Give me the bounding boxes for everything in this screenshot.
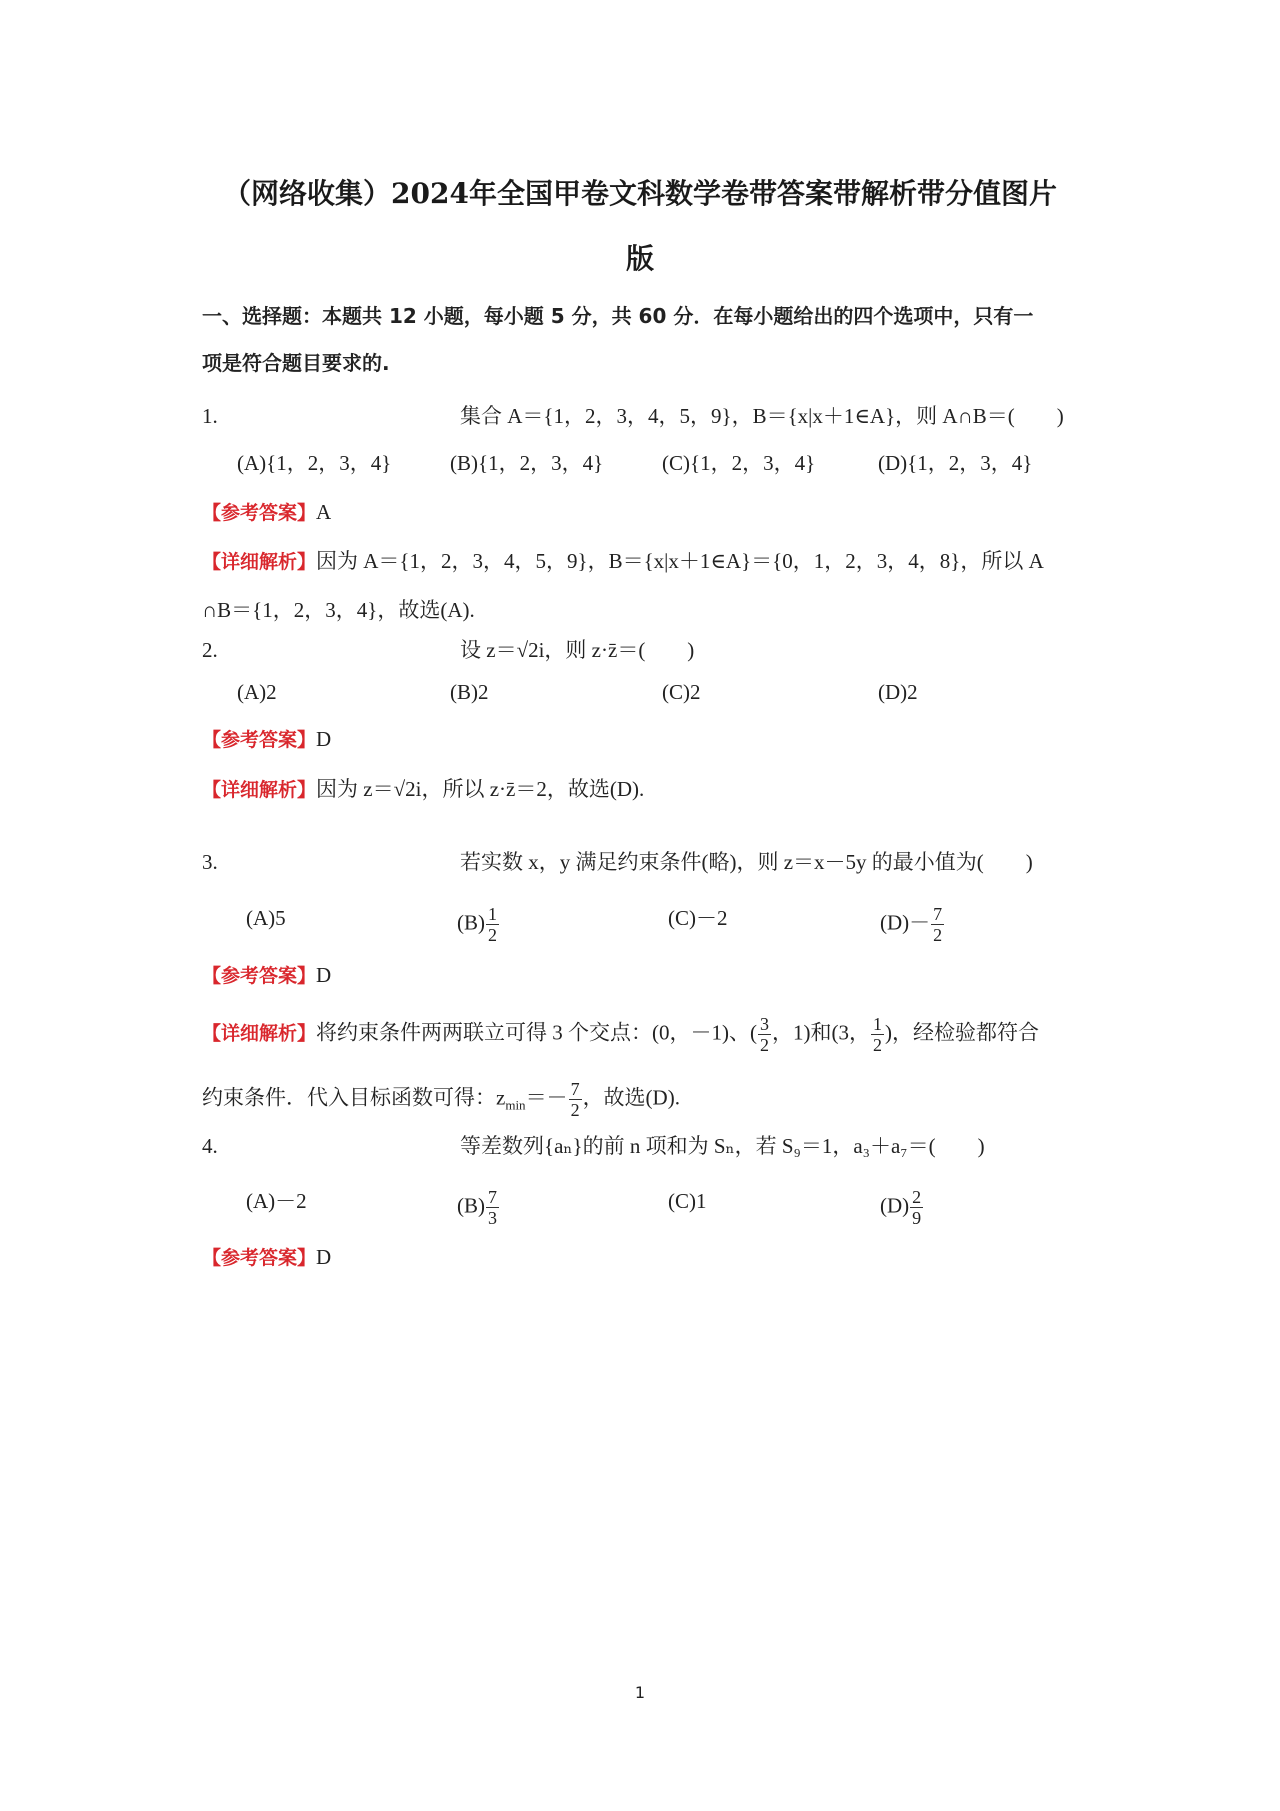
analysis-text: 因为 z＝√2i，所以 z·z̄＝2，故选(D). — [316, 777, 645, 801]
analysis-text: 约束条件．代入目标函数可得：z — [202, 1085, 506, 1110]
reference-answer — [202, 961, 331, 990]
option-d — [880, 1187, 924, 1228]
analysis-text: 将约束条件两两联立可得 3 个交点：(0，－1)、( — [316, 1020, 757, 1045]
denominator: 2 — [488, 925, 497, 945]
document-title-cont: 版 — [625, 242, 654, 275]
analysis-text: ＝－ — [525, 1085, 568, 1110]
analysis-text: ，故选(D). — [582, 1085, 680, 1110]
reference-answer — [202, 1243, 331, 1272]
denominator: 2 — [933, 925, 943, 945]
analysis-label: 【详细解析】 — [202, 1022, 317, 1045]
fraction — [910, 1187, 923, 1228]
answer-label: 【参考答案】 — [202, 965, 317, 987]
denominator: 3 — [488, 1208, 497, 1228]
fraction — [569, 1079, 582, 1120]
fraction — [931, 904, 944, 945]
fraction — [871, 1014, 884, 1055]
denominator: 2 — [570, 1100, 580, 1120]
answer-value: D — [316, 963, 332, 987]
subscript: min — [505, 1097, 526, 1113]
option-d: (D)2 — [878, 680, 918, 704]
section-heading: 一、选择题：本题共 12 小题，每小题 5 分，共 60 分．在每小题给出的四个选项中，只有一 — [202, 304, 1034, 328]
option-d: (D){1，2，3，4} — [878, 451, 1033, 475]
option-a: (A)5 — [246, 906, 286, 930]
option-b — [457, 1187, 500, 1228]
question-number: 3. — [202, 850, 218, 874]
answer-value: D — [316, 727, 332, 751]
numerator: 2 — [912, 1187, 922, 1207]
option-d — [880, 904, 945, 945]
option-c: (C){1，2，3，4} — [662, 451, 816, 475]
answer-label: 【参考答案】 — [202, 502, 317, 524]
question-stem: 集合 A＝{1，2，3，4，5，9}，B＝{x|x＋1∈A}，则 A∩B＝( ) — [460, 404, 1064, 428]
answer-value: A — [316, 500, 332, 524]
option-b: (B)2 — [450, 680, 489, 704]
option-a: (A){1，2，3，4} — [237, 451, 392, 475]
question-stem: 设 z＝√2i，则 z·z̄＝( ) — [460, 638, 695, 662]
option-label: (B) — [457, 910, 485, 935]
question-number: 4. — [202, 1134, 218, 1158]
section-heading-cont: 项是符合题目要求的. — [202, 351, 390, 375]
question-stem: 若实数 x，y 满足约束条件(略)，则 z＝x－5y 的最小值为( ) — [460, 850, 1033, 874]
numerator: 7 — [570, 1079, 580, 1099]
denominator: 2 — [760, 1035, 769, 1055]
analysis-cont — [202, 1079, 680, 1120]
question-number: 1. — [202, 404, 218, 428]
analysis-cont: ∩B＝{1，2，3，4}，故选(A). — [202, 598, 475, 622]
analysis-label: 【详细解析】 — [202, 779, 317, 801]
answer-value: D — [316, 1245, 332, 1269]
analysis-text: )，经检验都符合 — [885, 1020, 1039, 1045]
fraction — [486, 904, 499, 945]
question-number: 2. — [202, 638, 218, 662]
analysis-label: 【详细解析】 — [202, 551, 317, 573]
document-title: （网络收集）2024年全国甲卷文科数学卷带答案带解析带分值图片 — [223, 177, 1057, 210]
option-c: (C)－2 — [668, 906, 728, 930]
answer-label: 【参考答案】 — [202, 729, 317, 751]
option-label: (D)－ — [880, 910, 931, 935]
numerator: 1 — [873, 1014, 882, 1034]
analysis — [202, 775, 644, 804]
denominator: 2 — [873, 1035, 882, 1055]
numerator: 7 — [933, 904, 943, 924]
option-a: (A)2 — [237, 680, 277, 704]
numerator: 3 — [760, 1014, 769, 1034]
option-a: (A)－2 — [246, 1189, 307, 1213]
fraction — [758, 1014, 771, 1055]
option-c: (C)2 — [662, 680, 701, 704]
option-b: (B){1，2，3，4} — [450, 451, 604, 475]
option-label: (B) — [457, 1193, 485, 1218]
analysis-text: ，1)和(3， — [772, 1020, 870, 1045]
option-label: (D) — [880, 1193, 910, 1218]
page-number: 1 — [634, 1683, 646, 1702]
question-stem: 等差数列{aₙ}的前 n 项和为 Sₙ，若 S₉＝1，a₃＋a₇＝( ) — [460, 1134, 985, 1158]
answer-label: 【参考答案】 — [202, 1247, 317, 1269]
analysis-text: 因为 A＝{1，2，3，4，5，9}，B＝{x|x＋1∈A}＝{0，1，2，3，4，8}，所以 A — [316, 549, 1044, 573]
denominator: 9 — [912, 1208, 922, 1228]
option-c: (C)1 — [668, 1189, 707, 1213]
numerator: 1 — [488, 904, 497, 924]
analysis — [202, 547, 1044, 576]
reference-answer — [202, 498, 331, 527]
analysis — [202, 1014, 1039, 1055]
reference-answer — [202, 725, 331, 754]
numerator: 7 — [488, 1187, 497, 1207]
option-b — [457, 904, 500, 945]
fraction — [486, 1187, 499, 1228]
